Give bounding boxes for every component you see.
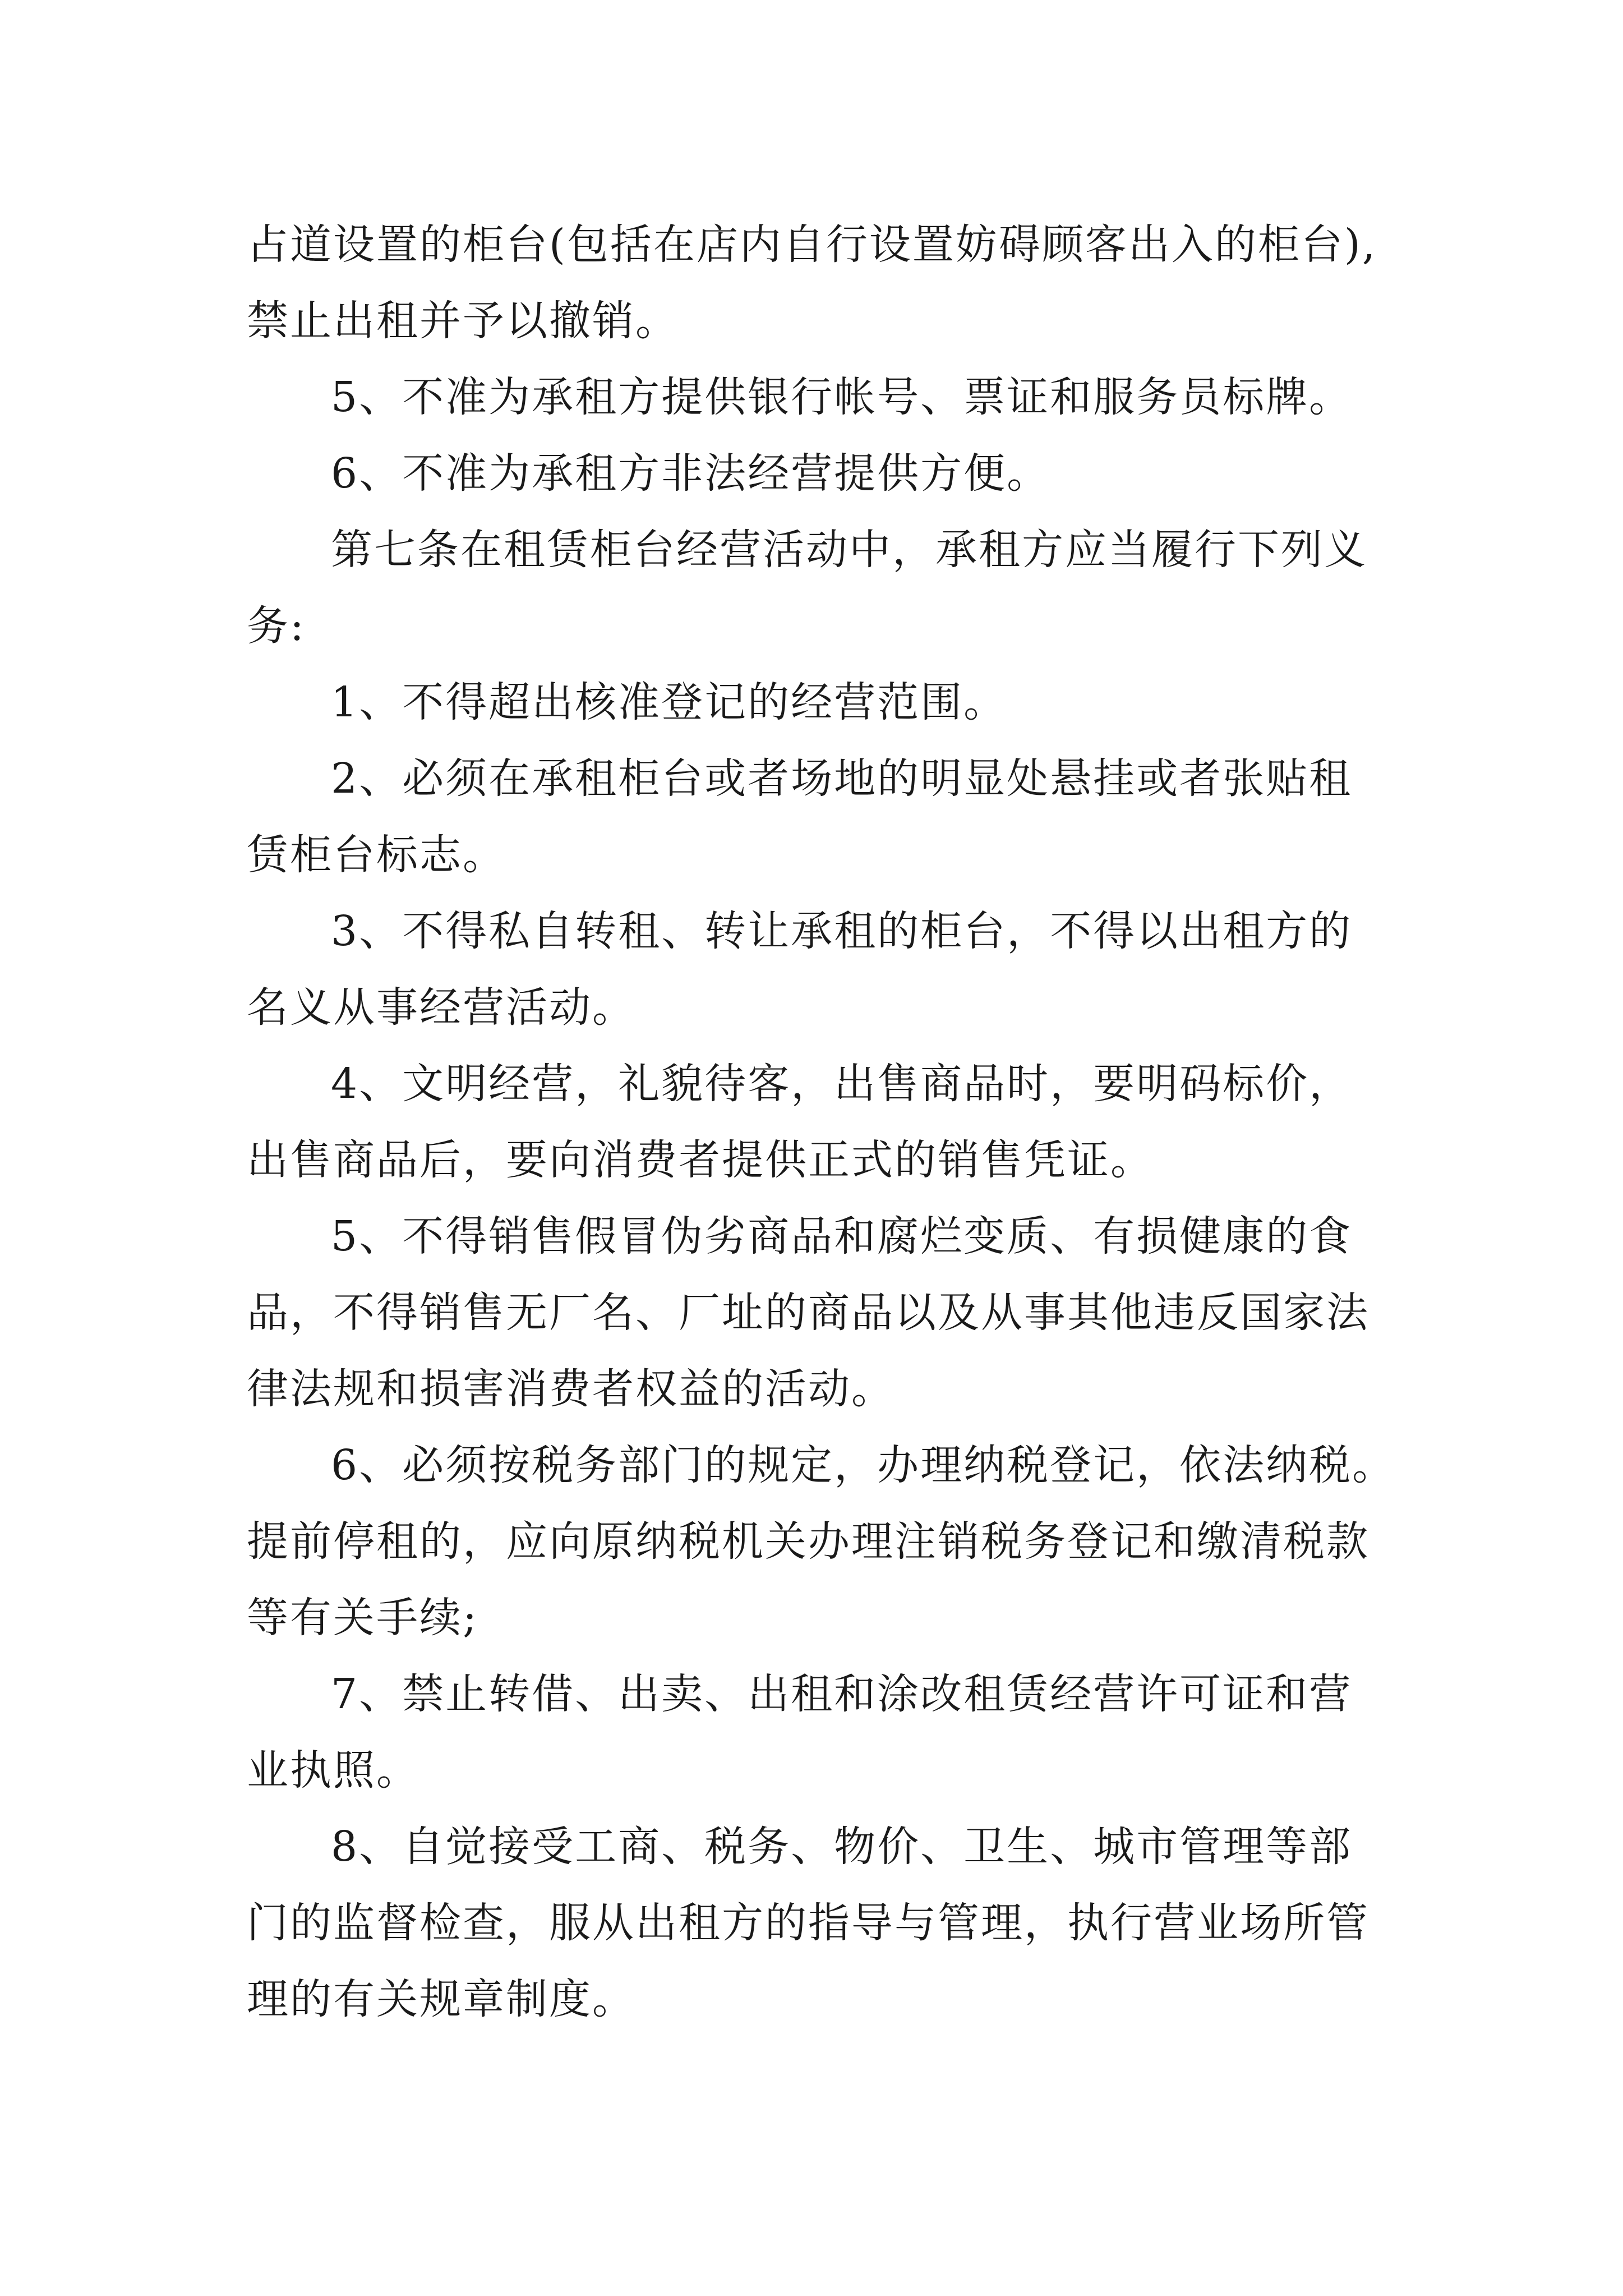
text-line: 律法规和损害消费者权益的活动。 — [247, 1365, 895, 1413]
text-line: 3、不得私自转租、转让承租的柜台，不得以出租方的 — [331, 907, 1353, 955]
document-body — [247, 206, 1447, 2037]
text-line: 理的有关规章制度。 — [247, 1975, 635, 2023]
text-line: 占道设置的柜台(包括在店内自行设置妨碍顾客出入的柜台), — [247, 220, 1377, 269]
text-line: 名义从事经营活动。 — [247, 983, 635, 1032]
text-line: 门的监督检查，服从出租方的指导与管理，执行营业场所管 — [247, 1899, 1370, 1947]
text-line: 1、不得超出核准登记的经营范围。 — [331, 678, 1007, 726]
text-line: 第七条在租赁柜台经营活动中，承租方应当履行下列义 — [331, 526, 1367, 574]
text-line: 赁柜台标志。 — [247, 831, 506, 879]
text-line: 品，不得销售无厂名、厂址的商品以及从事其他违反国家法 — [247, 1289, 1370, 1337]
text-line: 7、禁止转借、出卖、出租和涂改租赁经营许可证和营 — [331, 1670, 1353, 1718]
text-line: 4、文明经营，礼貌待客，出售商品时，要明码标价， — [331, 1060, 1353, 1108]
text-line: 6、不准为承租方非法经营提供方便。 — [331, 449, 1050, 498]
text-line: 5、不得销售假冒伪劣商品和腐烂变质、有损健康的食 — [331, 1212, 1353, 1260]
text-line: 6、必须按税务部门的规定，办理纳税登记，依法纳税。 — [331, 1441, 1396, 1489]
text-line: 等有关手续; — [247, 1594, 478, 1642]
text-line: 5、不准为承租方提供银行帐号、票证和服务员标牌。 — [331, 373, 1353, 421]
text-line: 务: — [247, 602, 306, 650]
text-line: 业执照。 — [247, 1746, 419, 1795]
text-line: 2、必须在承租柜台或者场地的明显处悬挂或者张贴租 — [331, 754, 1353, 803]
text-line: 出售商品后，要向消费者提供正式的销售凭证。 — [247, 1136, 1154, 1184]
text-line: 提前停租的，应向原纳税机关办理注销税务登记和缴清税款 — [247, 1517, 1370, 1566]
text-line: 禁止出租并予以撤销。 — [247, 297, 679, 345]
text-line: 8、自觉接受工商、税务、物价、卫生、城市管理等部 — [331, 1823, 1353, 1871]
